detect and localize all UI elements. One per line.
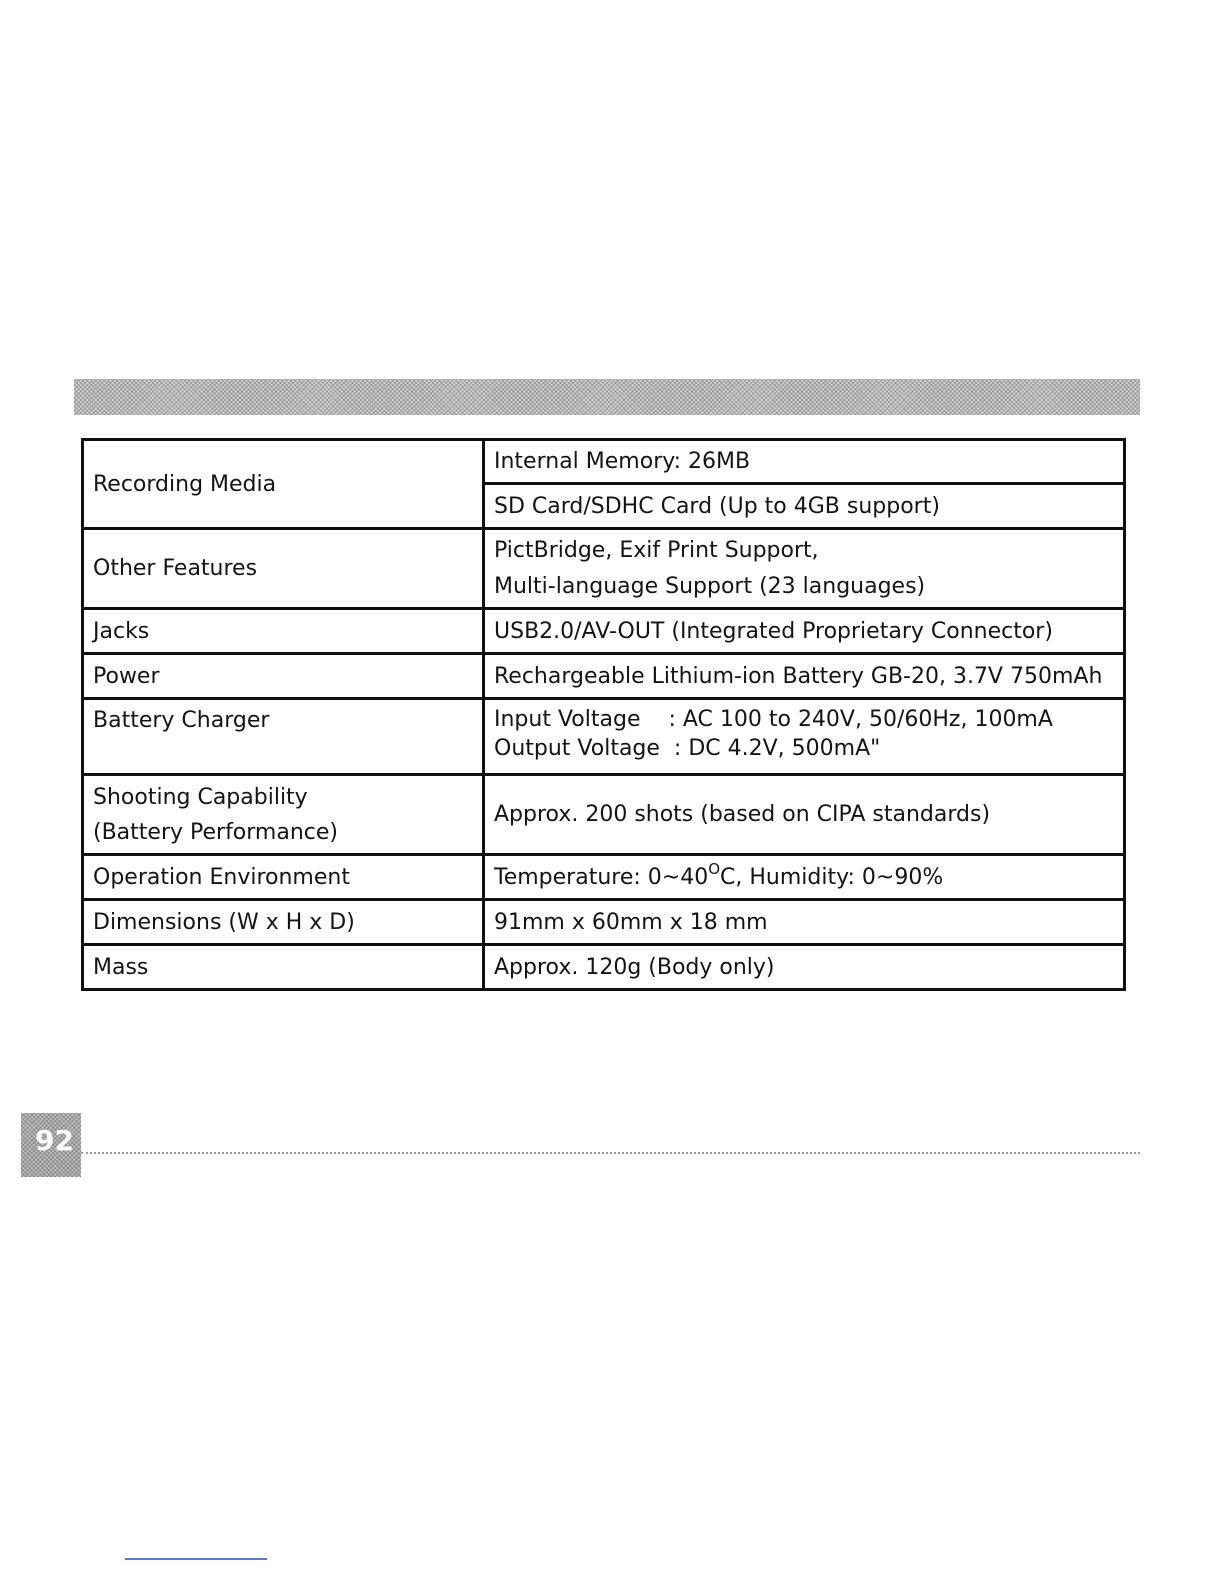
operation-environment-label: Operation Environment: [83, 855, 484, 900]
table-row: [83, 900, 1125, 945]
battery-charger-label: Battery Charger: [83, 699, 484, 775]
mass-label: Mass: [83, 945, 484, 990]
shooting-capability-label-line2: (Battery Performance): [93, 819, 338, 845]
power-label: Power: [83, 654, 484, 699]
bottom-underline: [125, 1558, 267, 1560]
recording-media-label: Recording Media: [83, 440, 484, 529]
battery-charger-value: [484, 699, 1125, 775]
power-value: Rechargeable Lithium-ion Battery GB-20, 3.7V 750mAh: [484, 654, 1125, 699]
shooting-capability-value: Approx. 200 shots (based on CIPA standards): [484, 775, 1125, 855]
table-row: [83, 609, 1125, 654]
table-row: [83, 775, 1125, 855]
recording-media-card: SD Card/SDHC Card (Up to 4GB support): [484, 484, 1125, 529]
battery-charger-input: Input Voltage : AC 100 to 240V, 50/60Hz, 100mA: [494, 707, 1053, 732]
specifications-table: [81, 438, 1126, 991]
other-features-line2: Multi-language Support (23 languages): [494, 573, 926, 599]
table-row: [83, 654, 1125, 699]
table-row: [83, 529, 1125, 609]
page-number: 92: [21, 1113, 81, 1177]
jacks-label: Jacks: [83, 609, 484, 654]
other-features-value: [484, 529, 1125, 609]
dimensions-label: Dimensions (W x H x D): [83, 900, 484, 945]
degree-symbol: O: [708, 859, 721, 878]
shooting-capability-label: [83, 775, 484, 855]
table-row: [83, 440, 1125, 484]
jacks-value: USB2.0/AV-OUT (Integrated Proprietary Connector): [484, 609, 1125, 654]
table-row: [83, 855, 1125, 900]
table-row: [83, 699, 1125, 775]
recording-media-internal: Internal Memory: 26MB: [484, 440, 1125, 484]
shooting-capability-label-line1: Shooting Capability: [93, 784, 308, 810]
other-features-label: Other Features: [83, 529, 484, 609]
operation-environment-value: [484, 855, 1125, 900]
humidity-text: C, Humidity: 0~90%: [720, 864, 944, 890]
battery-charger-output: Output Voltage : DC 4.2V, 500mA": [494, 736, 881, 761]
mass-value: Approx. 120g (Body only): [484, 945, 1125, 990]
other-features-line1: PictBridge, Exif Print Support,: [494, 537, 819, 563]
footer-divider: [81, 1152, 1140, 1154]
temperature-text: Temperature: 0~40: [494, 864, 709, 890]
dimensions-value: 91mm x 60mm x 18 mm: [484, 900, 1125, 945]
section-header-band: [74, 379, 1140, 415]
table-row: [83, 945, 1125, 990]
